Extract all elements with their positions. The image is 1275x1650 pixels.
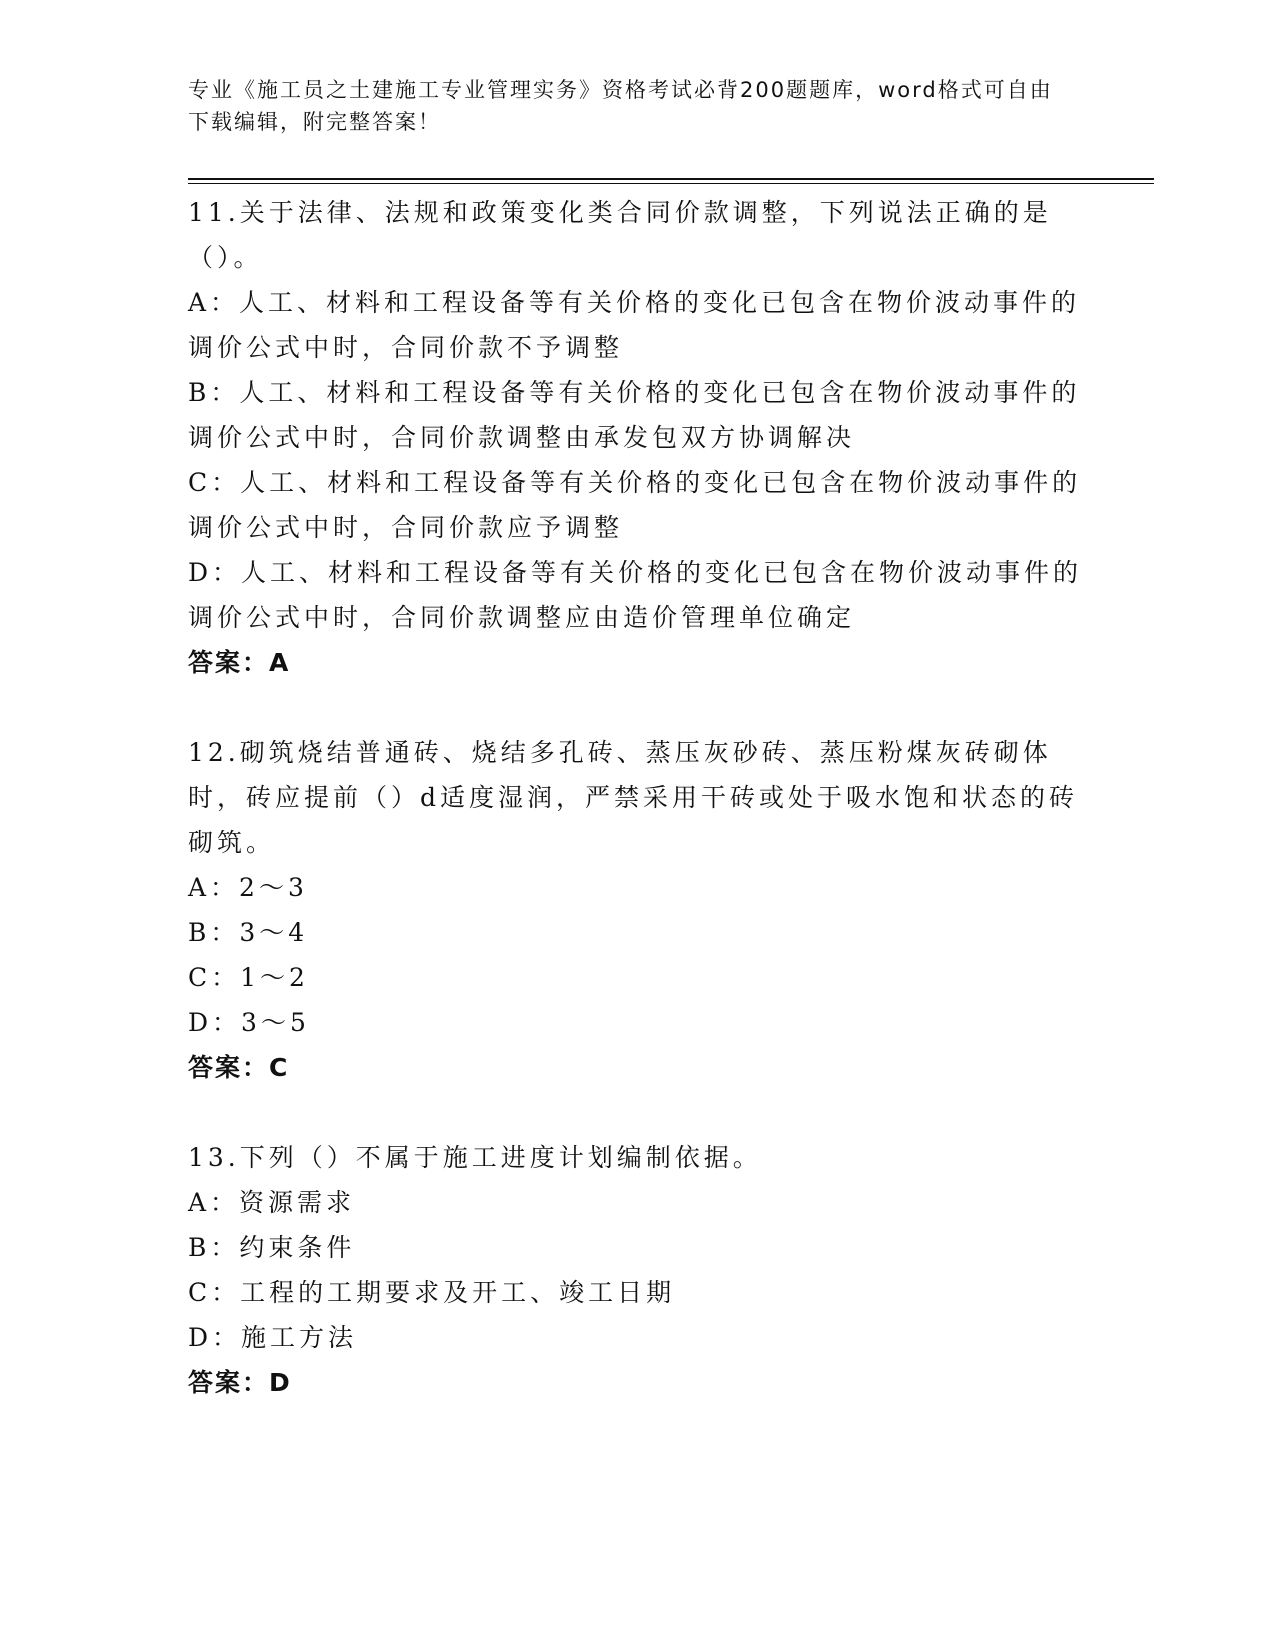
option-a: A：资源需求 [188,1188,356,1217]
question-text: 13.下列（）不属于施工进度计划编制依据。 [188,1143,762,1172]
question-text: 12.砌筑烧结普通砖、烧结多孔砖、蒸压灰砂砖、蒸压粉煤灰砖砌体时，砖应提前（）d适度湿润，严禁采用干砖或处于吸水饱和状态的砖砌筑。 [188,738,1079,857]
answer: 答案：A [188,648,291,677]
option-c: C：工程的工期要求及开工、竣工日期 [188,1278,676,1307]
question-list [188,190,1088,1405]
document-header: 专业《施工员之土建施工专业管理实务》资格考试必背200题题库，word格式可自由下载编辑，附完整答案！ [188,78,1053,134]
option-d: D：3～5 [188,1008,310,1037]
option-c: C：人工、材料和工程设备等有关价格的变化已包含在物价波动事件的调价公式中时，合同价款应予调整 [188,468,1082,542]
option-a: A：人工、材料和工程设备等有关价格的变化已包含在物价波动事件的调价公式中时，合同价款不予调整 [188,288,1081,362]
answer: 答案：C [188,1053,290,1082]
option-b: B：人工、材料和工程设备等有关价格的变化已包含在物价波动事件的调价公式中时，合同价款调整由承发包双方协调解决 [188,378,1081,452]
option-a: A：2～3 [188,873,308,902]
answer: 答案：D [188,1368,292,1397]
option-d: D：施工方法 [188,1323,358,1352]
header-rule-thin [188,183,1154,184]
header-rule-thick [188,178,1154,180]
option-b: B：3～4 [188,918,309,947]
option-b: B：约束条件 [188,1233,356,1262]
question-12 [188,730,1088,1090]
option-c: C：1～2 [188,963,309,992]
question-11 [188,190,1088,685]
option-d: D：人工、材料和工程设备等有关价格的变化已包含在物价波动事件的调价公式中时，合同价款调整应由造价管理单位确定 [188,558,1083,632]
question-spacer [188,685,1088,730]
question-13 [188,1135,1088,1405]
question-spacer [188,1090,1088,1135]
question-text: 11.关于法律、法规和政策变化类合同价款调整，下列说法正确的是（）。 [188,198,1052,272]
